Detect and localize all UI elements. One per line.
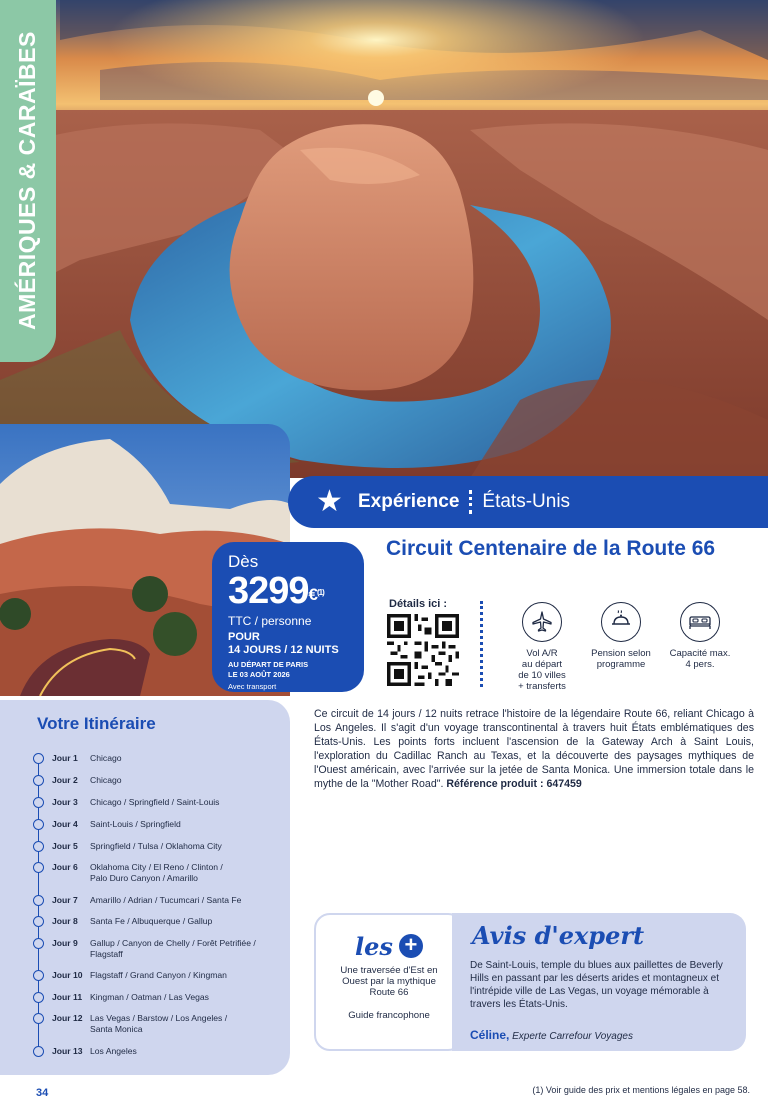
trip-description [314, 707, 754, 791]
itinerary-day [33, 775, 260, 786]
star-icon: ★ [316, 485, 343, 518]
itinerary-day [33, 916, 260, 927]
day-label: Jour 12 [52, 1013, 83, 1023]
day-label: Jour 4 [52, 819, 78, 829]
itinerary-day [33, 895, 260, 906]
itinerary-day [33, 1046, 260, 1057]
trip-description-text: Ce circuit de 14 jours / 12 nuits retrace l'histoire de la légendaire Route 66, reliant Chicago à Los Angeles. Il s'agit d'un voyage transcontinental à travers huit États emblématiques des États-Unis. Les points forts incluent l'ascension de la Gateway Arch à Saint Louis, l'exploration du Cadillac Ranch au Texas, et la découverte des paysages mythiques de l'Ouest américain, avec l'arrivée sur la jetée de Santa Monica. Une immersion totale dans le mythe de la "Mother Road". [314, 708, 754, 790]
timeline-dot [33, 916, 44, 927]
price-amount-line [228, 572, 364, 610]
itinerary-day [33, 819, 260, 830]
itinerary-day [33, 1013, 250, 1034]
timeline-dot [33, 1013, 44, 1024]
timeline-dot [33, 862, 44, 873]
day-label: Jour 10 [52, 970, 83, 980]
day-label: Jour 3 [52, 797, 78, 807]
day-cities: Las Vegas / Barstow / Los Angeles / Santa Monica [90, 1013, 228, 1034]
feature-flight-l2: au départ [521, 659, 563, 670]
timeline-dot [33, 775, 44, 786]
highlights-box [314, 913, 464, 1051]
qr-code[interactable] [387, 614, 459, 686]
timeline-dot [33, 841, 44, 852]
itinerary-title: Votre Itinéraire [37, 714, 156, 733]
details-label: Détails ici : [389, 598, 448, 610]
price-from: Dès [228, 552, 259, 571]
day-cities: Amarillo / Adrian / Tucumcari / Santa Fe [90, 895, 242, 905]
itinerary-day [33, 841, 260, 852]
section-tab-label: AMÉRIQUES & CARAÏBES [14, 31, 40, 330]
meal-icon [601, 602, 641, 642]
feature-capacity-l2: 4 pers. [685, 659, 715, 670]
day-cities: Oklahoma City / El Reno / Clinton / Palo Duro Canyon / Amarillo [90, 862, 223, 883]
price-departure-2: LE 03 AOÛT 2026 [228, 670, 290, 679]
feature-flight-l3: de 10 villes [518, 670, 566, 681]
day-label: Jour 11 [52, 992, 83, 1002]
timeline-dot [33, 992, 44, 1003]
day-label: Jour 8 [52, 916, 78, 926]
feature-capacity [658, 602, 742, 670]
banner-label: Expérience [358, 491, 460, 512]
day-cities: Chicago [90, 775, 122, 785]
divider-dotted [480, 601, 483, 687]
price-currency: € [308, 585, 318, 604]
feature-meal-l1: Pension selon [591, 648, 651, 659]
price-amount: 3299 [228, 570, 309, 612]
itinerary-day [33, 797, 260, 808]
expert-title: Avis d'expert [472, 921, 645, 950]
timeline-dot [33, 895, 44, 906]
experience-banner [288, 476, 768, 528]
plus-icon: + [399, 934, 423, 958]
bed-icon [680, 602, 720, 642]
day-label: Jour 5 [52, 841, 78, 851]
itinerary-day [33, 970, 260, 981]
day-cities: Santa Fe / Albuquerque / Gallup [90, 916, 213, 926]
plane-icon [522, 602, 562, 642]
day-cities: Kingman / Oatman / Las Vegas [90, 992, 209, 1002]
banner-separator [469, 490, 472, 514]
day-cities: Los Angeles [90, 1046, 137, 1056]
timeline-dot [33, 819, 44, 830]
page-number: 34 [36, 1087, 49, 1098]
day-cities: Flagstaff / Grand Canyon / Kingman [90, 970, 227, 980]
price-duration-1: POUR [228, 631, 260, 643]
feature-capacity-l1: Capacité max. [669, 648, 731, 659]
highlights-title-text: les [355, 931, 393, 961]
feature-meal-l2: programme [596, 659, 646, 670]
itinerary-day [33, 938, 275, 959]
day-label: Jour 13 [52, 1046, 83, 1056]
day-cities: Chicago / Springfield / Saint-Louis [90, 797, 220, 807]
section-tab [0, 0, 56, 362]
price-ttc: TTC / personne [228, 614, 312, 628]
hero-photo-horseshoe-bend [0, 0, 768, 478]
day-cities: Gallup / Canyon de Chelly / Forêt Petrifiée / Flagstaff [90, 938, 256, 959]
day-label: Jour 9 [52, 938, 78, 948]
banner-country: États-Unis [482, 491, 571, 512]
itinerary-panel [0, 700, 290, 1075]
highlights-title [316, 931, 462, 961]
day-cities: Chicago [90, 753, 122, 763]
timeline-dot [33, 797, 44, 808]
product-reference: Référence produit : 647459 [446, 778, 582, 790]
timeline-dot [33, 1046, 44, 1057]
feature-meal [579, 602, 663, 670]
feature-flight [500, 602, 584, 692]
expert-role: Experte Carrefour Voyages [512, 1031, 633, 1042]
price-note: (1) [317, 588, 324, 597]
day-label: Jour 6 [52, 862, 78, 872]
day-cities: Springfield / Tulsa / Oklahoma City [90, 841, 222, 851]
day-cities: Saint-Louis / Springfield [90, 819, 181, 829]
price-transport: Avec transport [228, 682, 277, 691]
expert-name: Céline, [470, 1028, 510, 1042]
price-badge [212, 542, 364, 692]
price-departure-1: AU DÉPART DE PARIS [228, 660, 309, 669]
timeline-dot [33, 970, 44, 981]
itinerary-day [33, 753, 260, 764]
highlight-item: Une traversée d'Est en Ouest par la mythique Route 66 [340, 965, 438, 998]
itinerary-day [33, 862, 240, 883]
footnote: (1) Voir guide des prix et mentions légales en page 58. [532, 1085, 750, 1095]
expert-signature [470, 1028, 633, 1042]
day-label: Jour 2 [52, 775, 78, 785]
page-title: Circuit Centenaire de la Route 66 [386, 537, 716, 560]
feature-flight-l1: Vol A/R [526, 648, 558, 659]
day-label: Jour 7 [52, 895, 78, 905]
expert-opinion-box [452, 913, 746, 1051]
highlight-item: Guide francophone [348, 1010, 430, 1021]
itinerary-day [33, 992, 260, 1003]
feature-flight-l4: + transferts [518, 681, 566, 692]
timeline-dot [33, 938, 44, 949]
expert-text: De Saint-Louis, temple du blues aux paillettes de Beverly Hills en passant par les déserts arides et montagneux et l'intrépide ville de Las Vegas, un voyage mémorable à travers les États-Unis. [470, 960, 723, 1010]
price-duration-2: 14 JOURS / 12 NUITS [228, 644, 339, 656]
day-label: Jour 1 [52, 753, 78, 763]
timeline-dot [33, 753, 44, 764]
